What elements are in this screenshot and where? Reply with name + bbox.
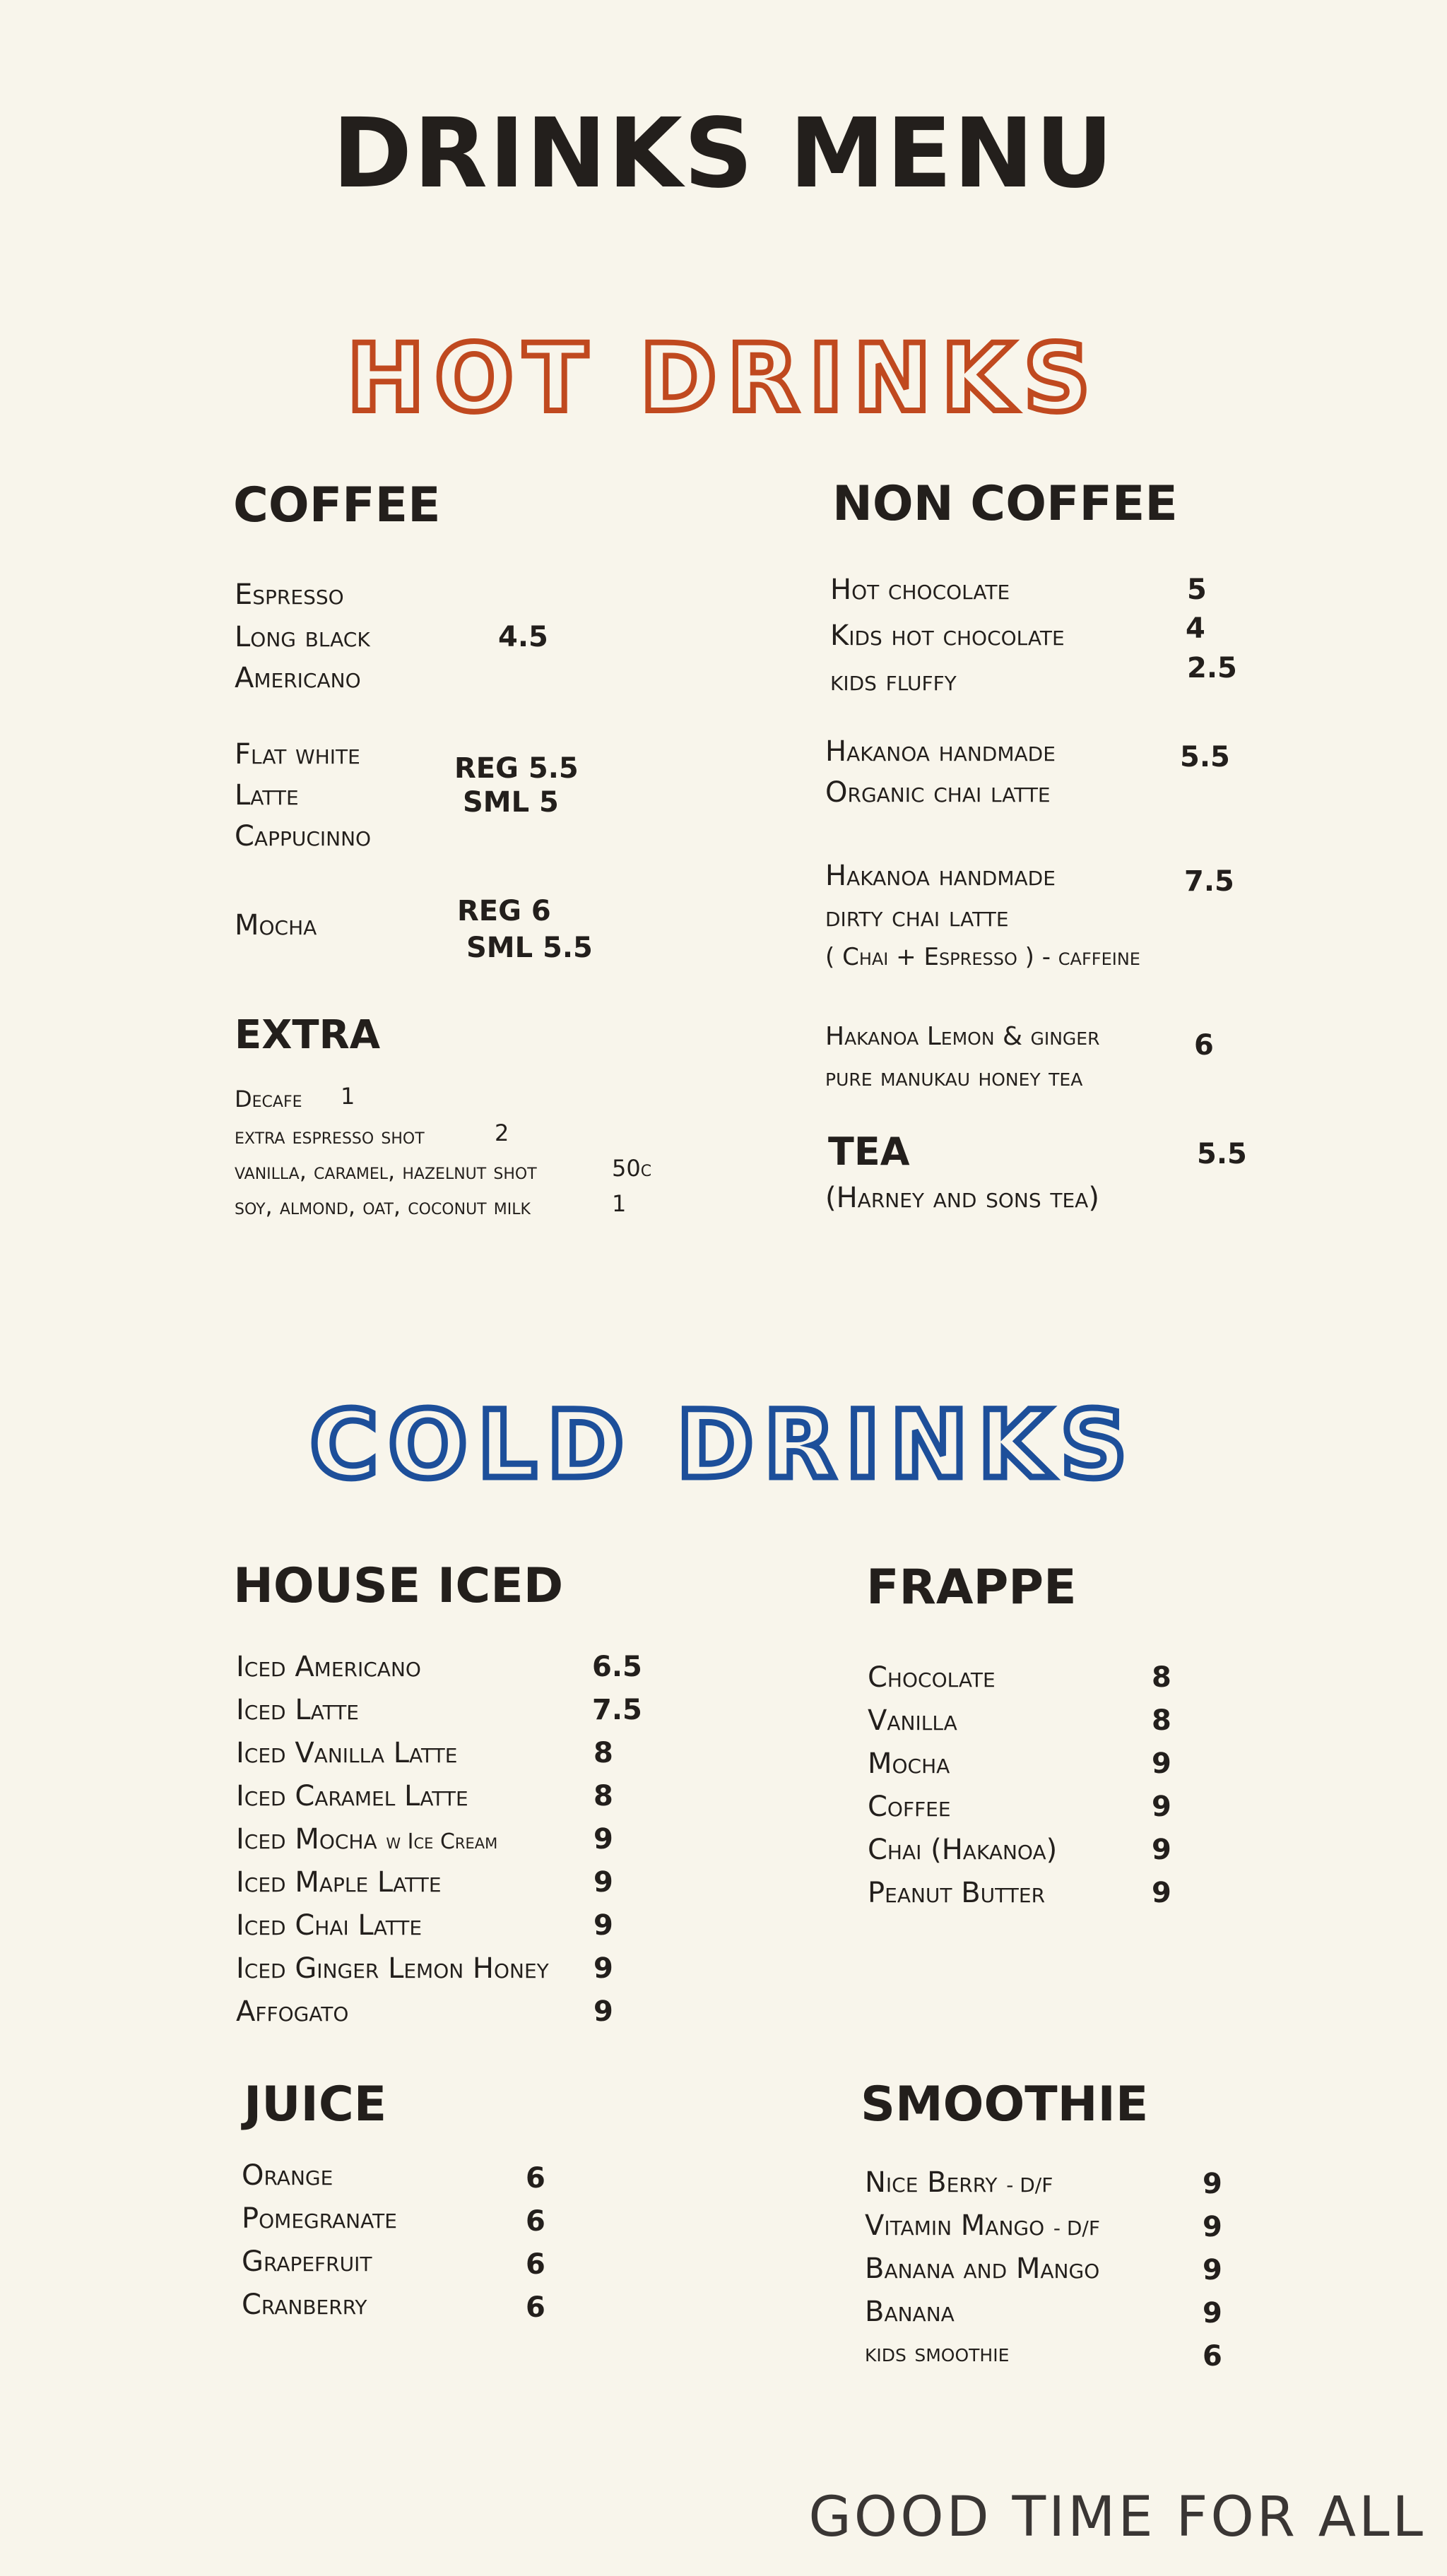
non-coffee-dirty-price: 7.5 xyxy=(1184,865,1234,898)
house-iced-item: Iced Caramel Latte xyxy=(236,1780,468,1812)
smoothie-price: 9 xyxy=(1203,2254,1222,2286)
frappe-item: Peanut Butter xyxy=(868,1877,1046,1909)
coffee-milk-sml-price: SML 5 xyxy=(463,786,559,819)
house-iced-heading: HOUSE ICED xyxy=(233,1558,564,1614)
non-coffee-heading: NON COFFEE xyxy=(832,476,1178,532)
house-iced-price: 6.5 xyxy=(592,1651,642,1683)
smoothie-heading: SMOOTHIE xyxy=(861,2077,1149,2132)
non-coffee-chai-line1: Hakanoa handmade xyxy=(825,735,1056,768)
smoothie-item xyxy=(865,2168,1053,2197)
house-iced-item: Iced Vanilla Latte xyxy=(236,1737,458,1769)
extra-heading: EXTRA xyxy=(235,1012,381,1058)
juice-price: 6 xyxy=(526,2162,545,2195)
extra-syrup-shot: vanilla, caramel, hazelnut shot xyxy=(235,1158,537,1185)
coffee-latte: Latte xyxy=(235,779,299,812)
non-coffee-dirty-line2: dirty chai latte xyxy=(825,901,1009,933)
footer-tagline: GOOD TIME FOR ALL xyxy=(808,2486,1426,2549)
page-title: DRINKS MENU xyxy=(332,98,1115,210)
house-iced-price: 9 xyxy=(593,1952,613,1985)
cold-drinks-title: COLD DRINKS xyxy=(309,1391,1138,1500)
house-iced-item-name: Iced Mocha xyxy=(236,1823,377,1856)
house-iced-price: 9 xyxy=(593,1823,613,1856)
non-coffee-dirty-line1: Hakanoa handmade xyxy=(825,860,1056,892)
smoothie-item xyxy=(865,2209,1100,2242)
smoothie-item: Banana and Mango xyxy=(865,2252,1100,2285)
house-iced-price: 7.5 xyxy=(592,1694,642,1726)
frappe-item: Chai (Hakanoa) xyxy=(868,1834,1058,1866)
smoothie-item-name: Nice Berry xyxy=(865,2166,998,2199)
extra-decafe-price: 1 xyxy=(341,1083,355,1110)
juice-item: Cranberry xyxy=(242,2289,367,2321)
coffee-milk-reg-price: REG 5.5 xyxy=(454,752,579,785)
house-iced-item: Iced Chai Latte xyxy=(236,1909,423,1942)
frappe-price: 9 xyxy=(1152,1877,1171,1909)
non-coffee-hot-chocolate: Hot chocolate xyxy=(830,574,1010,606)
juice-item: Orange xyxy=(242,2159,333,2192)
frappe-price: 9 xyxy=(1152,1834,1171,1866)
house-iced-item: Iced Maple Latte xyxy=(236,1866,442,1899)
house-iced-item xyxy=(236,1823,498,1856)
non-coffee-lemon-price: 6 xyxy=(1194,1029,1214,1062)
coffee-mocha: Mocha xyxy=(235,909,317,942)
non-coffee-hot-chocolate-price: 5 xyxy=(1187,574,1207,606)
juice-price: 6 xyxy=(526,2291,545,2324)
non-coffee-lemon-line1: Hakanoa Lemon & ginger xyxy=(825,1022,1100,1051)
frappe-item: Coffee xyxy=(868,1791,951,1823)
frappe-item: Mocha xyxy=(868,1747,950,1780)
extra-espresso-shot-price: 2 xyxy=(495,1120,509,1146)
house-iced-price: 9 xyxy=(593,1909,613,1942)
extra-espresso-shot: extra espresso shot xyxy=(235,1122,425,1149)
juice-item: Grapefruit xyxy=(242,2245,372,2278)
house-iced-item: Affogato xyxy=(236,1995,349,2028)
smoothie-price: 9 xyxy=(1203,2211,1222,2243)
coffee-heading: COFFEE xyxy=(233,477,441,533)
non-coffee-kids-fluffy-price: 2.5 xyxy=(1187,652,1237,684)
frappe-heading: FRAPPE xyxy=(866,1560,1077,1615)
extra-syrup-shot-price: 50c xyxy=(612,1155,652,1182)
coffee-long-black: Long black xyxy=(235,621,370,653)
smoothie-item-suffix: - D/F xyxy=(1006,2173,1053,2197)
house-iced-item: Iced Americano xyxy=(236,1651,421,1683)
frappe-item: Chocolate xyxy=(868,1661,996,1694)
coffee-espresso: Espresso xyxy=(235,578,344,611)
house-iced-price: 8 xyxy=(593,1780,613,1812)
hot-drinks-title: HOT DRINKS xyxy=(346,324,1101,433)
non-coffee-kids-hot-chocolate-price: 4 xyxy=(1186,612,1205,645)
house-iced-item: Iced Latte xyxy=(236,1694,359,1726)
frappe-item: Vanilla xyxy=(868,1704,957,1737)
smoothie-price: 9 xyxy=(1203,2297,1222,2329)
non-coffee-lemon-line2: pure manukau honey tea xyxy=(825,1063,1083,1092)
non-coffee-kids-hot-chocolate: Kids hot chocolate xyxy=(830,619,1065,652)
coffee-black-price: 4.5 xyxy=(498,621,548,653)
tea-heading: TEA xyxy=(828,1129,910,1174)
house-iced-price: 8 xyxy=(593,1737,613,1769)
juice-price: 6 xyxy=(526,2248,545,2281)
frappe-price: 9 xyxy=(1152,1791,1171,1823)
smoothie-price: 9 xyxy=(1203,2168,1222,2200)
house-iced-item-suffix: w Ice Cream xyxy=(386,1829,498,1854)
house-iced-price: 9 xyxy=(593,1995,613,2028)
juice-item: Pomegranate xyxy=(242,2202,397,2235)
smoothie-price: 6 xyxy=(1203,2340,1222,2373)
smoothie-item-suffix: - D/F xyxy=(1053,2216,1100,2240)
coffee-cappucinno: Cappucinno xyxy=(235,820,372,853)
coffee-mocha-reg-price: REG 6 xyxy=(457,895,551,927)
smoothie-item: kids smoothie xyxy=(865,2339,1010,2368)
frappe-price: 8 xyxy=(1152,1704,1171,1737)
juice-heading: JUICE xyxy=(244,2077,387,2132)
extra-alt-milk: soy, almond, oat, coconut milk xyxy=(235,1193,531,1220)
coffee-americano: Americano xyxy=(235,662,361,694)
frappe-price: 8 xyxy=(1152,1661,1171,1694)
smoothie-item: Banana xyxy=(865,2296,955,2328)
non-coffee-chai-price: 5.5 xyxy=(1180,741,1230,773)
non-coffee-kids-fluffy: kids fluffy xyxy=(830,665,957,697)
house-iced-item: Iced Ginger Lemon Honey xyxy=(236,1952,549,1985)
tea-note: (Harney and sons tea) xyxy=(825,1182,1099,1214)
coffee-flat-white: Flat white xyxy=(235,738,360,771)
non-coffee-chai-line2: Organic chai latte xyxy=(825,776,1051,809)
tea-price: 5.5 xyxy=(1197,1138,1247,1170)
coffee-mocha-sml-price: SML 5.5 xyxy=(466,932,593,964)
extra-decafe: Decafe xyxy=(235,1086,302,1112)
smoothie-item-name: Vitamin Mango xyxy=(865,2209,1045,2242)
house-iced-price: 9 xyxy=(593,1866,613,1899)
non-coffee-dirty-line3: ( Chai + Espresso ) - caffeine xyxy=(825,943,1140,971)
juice-price: 6 xyxy=(526,2205,545,2238)
frappe-price: 9 xyxy=(1152,1747,1171,1780)
extra-alt-milk-price: 1 xyxy=(612,1190,627,1217)
